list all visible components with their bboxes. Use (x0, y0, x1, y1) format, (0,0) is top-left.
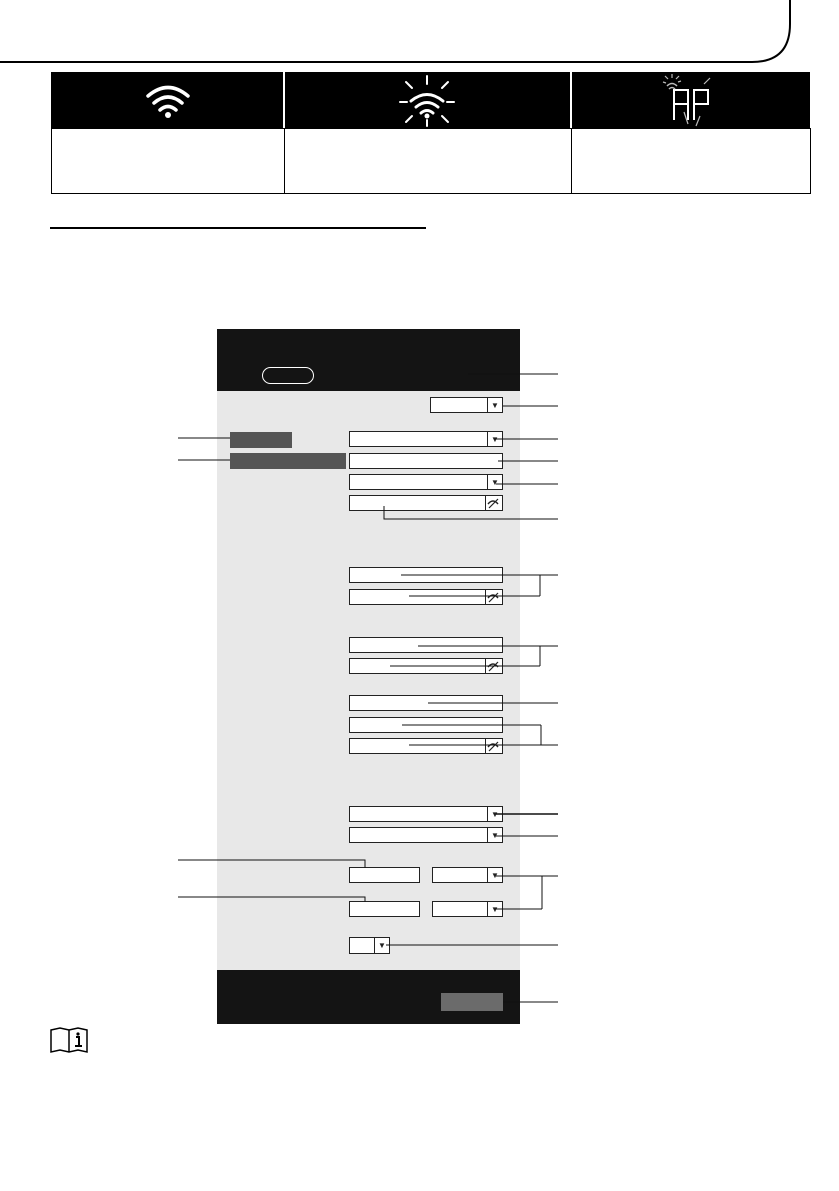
manual-info-icon (50, 1027, 88, 1053)
chevron-down-icon: ▼ (487, 432, 502, 446)
chevron-down-icon: ▼ (487, 828, 502, 842)
chevron-down-icon: ▼ (487, 475, 502, 489)
chevron-down-icon: ▼ (487, 902, 502, 916)
chevron-down-icon: ▼ (374, 938, 389, 953)
chevron-down-icon: ▼ (487, 868, 502, 882)
chevron-down-icon: ▼ (487, 807, 502, 821)
chevron-down-icon: ▼ (487, 398, 502, 412)
